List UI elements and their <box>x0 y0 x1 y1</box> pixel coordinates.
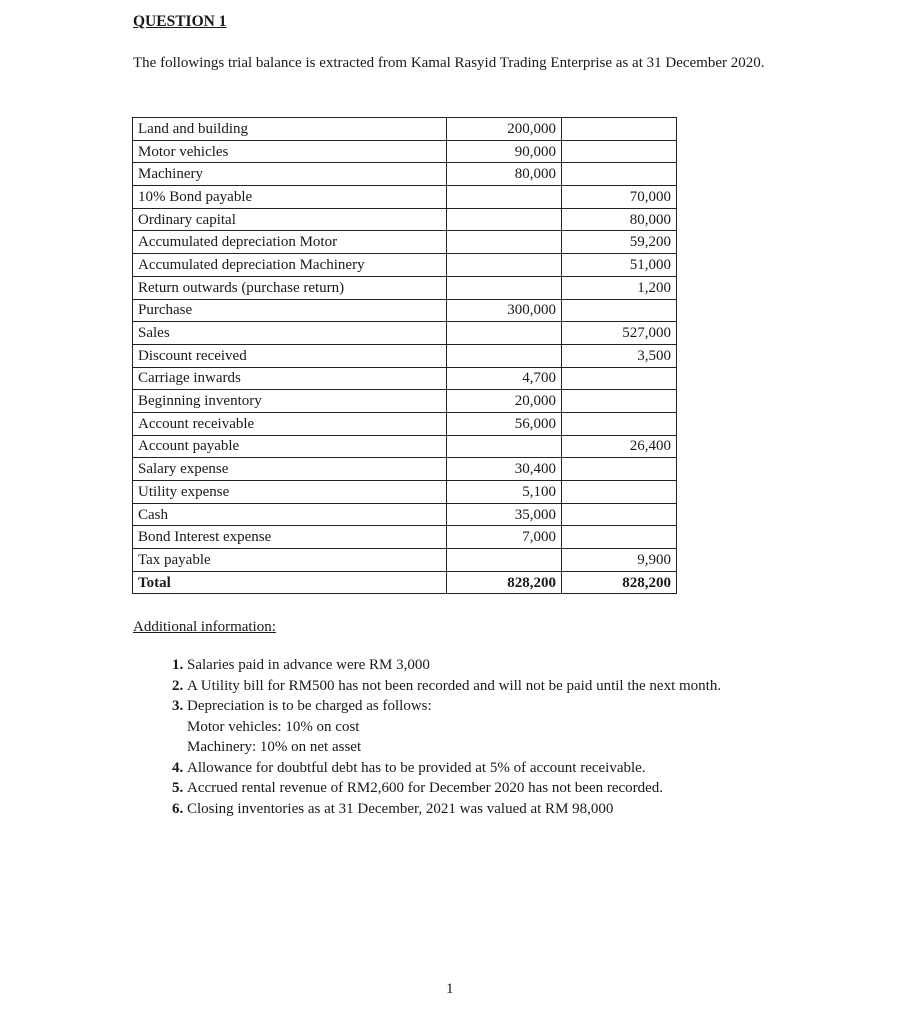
table-row <box>133 140 677 163</box>
debit-amount: 80,000 <box>447 163 562 186</box>
additional-info-list <box>160 655 797 819</box>
table-row <box>133 367 677 390</box>
table-row <box>133 163 677 186</box>
debit-amount: 7,000 <box>447 526 562 549</box>
debit-amount: 30,400 <box>447 458 562 481</box>
account-name: Beginning inventory <box>133 390 447 413</box>
table-row <box>133 412 677 435</box>
credit-amount <box>562 412 677 435</box>
list-item-text: Accrued rental revenue of RM2,600 for December 2020 has not been recorded. <box>187 780 664 796</box>
list-item-text: Depreciation is to be charged as follows: <box>187 698 432 714</box>
credit-amount <box>562 458 677 481</box>
intro-text: The followings trial balance is extracted from Kamal Rasyid Trading Enterprise as at 31 December 2020. <box>133 55 765 71</box>
account-name: Bond Interest expense <box>133 526 447 549</box>
total-row <box>133 571 677 594</box>
credit-amount <box>562 299 677 322</box>
list-item-text: A Utility bill for RM500 has not been recorded and will not be paid until the next month. <box>187 677 722 694</box>
debit-amount <box>447 549 562 572</box>
credit-amount <box>562 367 677 390</box>
credit-amount: 828,200 <box>562 571 677 594</box>
table-row <box>133 254 677 277</box>
trial-balance-table <box>132 117 677 594</box>
table-row <box>133 344 677 367</box>
credit-amount: 80,000 <box>562 208 677 231</box>
list-item <box>187 778 797 799</box>
table-row <box>133 186 677 209</box>
debit-amount <box>447 208 562 231</box>
debit-amount <box>447 254 562 277</box>
credit-amount: 26,400 <box>562 435 677 458</box>
table-row <box>133 390 677 413</box>
debit-amount <box>447 344 562 367</box>
list-subitem: Motor vehicles: 10% on cost <box>187 718 360 735</box>
table-row <box>133 231 677 254</box>
page-number: 1 <box>446 981 454 997</box>
credit-amount <box>562 481 677 504</box>
debit-amount: 90,000 <box>447 140 562 163</box>
table-row <box>133 435 677 458</box>
account-name: Cash <box>133 503 447 526</box>
account-name: Account payable <box>133 435 447 458</box>
debit-amount: 20,000 <box>447 390 562 413</box>
account-name: Machinery <box>133 163 447 186</box>
credit-amount <box>562 503 677 526</box>
list-subitem: Machinery: 10% on net asset <box>187 739 362 755</box>
list-item-text: Closing inventories as at 31 December, 2021 was valued at RM 98,000 <box>187 800 614 817</box>
debit-amount <box>447 322 562 345</box>
debit-amount: 35,000 <box>447 503 562 526</box>
debit-amount: 5,100 <box>447 481 562 504</box>
list-item <box>187 696 797 758</box>
account-name: Land and building <box>133 118 447 141</box>
credit-amount: 59,200 <box>562 231 677 254</box>
list-item <box>187 758 797 779</box>
debit-amount: 300,000 <box>447 299 562 322</box>
credit-amount: 3,500 <box>562 344 677 367</box>
account-name: Utility expense <box>133 481 447 504</box>
table-row <box>133 503 677 526</box>
credit-amount <box>562 140 677 163</box>
credit-amount: 1,200 <box>562 276 677 299</box>
list-item <box>187 676 797 697</box>
table-row <box>133 458 677 481</box>
account-name: Return outwards (purchase return) <box>133 276 447 299</box>
debit-amount <box>447 276 562 299</box>
credit-amount <box>562 163 677 186</box>
table-row <box>133 118 677 141</box>
table-row <box>133 299 677 322</box>
debit-amount: 56,000 <box>447 412 562 435</box>
debit-amount <box>447 231 562 254</box>
debit-amount <box>447 435 562 458</box>
account-name: Salary expense <box>133 458 447 481</box>
account-name: Purchase <box>133 299 447 322</box>
account-name: Ordinary capital <box>133 208 447 231</box>
debit-amount: 4,700 <box>447 367 562 390</box>
table-row <box>133 322 677 345</box>
account-name: Accumulated depreciation Machinery <box>133 254 447 277</box>
list-item <box>187 655 797 676</box>
list-item-text: Allowance for doubtful debt has to be provided at 5% of account receivable. <box>187 759 646 776</box>
credit-amount: 51,000 <box>562 254 677 277</box>
question-title: QUESTION 1 <box>133 13 227 30</box>
table-row <box>133 481 677 504</box>
list-item-text: Salaries paid in advance were RM 3,000 <box>187 657 430 673</box>
credit-amount: 9,900 <box>562 549 677 572</box>
account-name: Tax payable <box>133 549 447 572</box>
account-name: Total <box>133 571 447 594</box>
account-name: Accumulated depreciation Motor <box>133 231 447 254</box>
credit-amount <box>562 390 677 413</box>
debit-amount <box>447 186 562 209</box>
table-row <box>133 526 677 549</box>
account-name: Account receivable <box>133 412 447 435</box>
list-item <box>187 799 797 820</box>
account-name: Discount received <box>133 344 447 367</box>
credit-amount <box>562 526 677 549</box>
credit-amount <box>562 118 677 141</box>
table-row <box>133 208 677 231</box>
table-row <box>133 549 677 572</box>
debit-amount: 828,200 <box>447 571 562 594</box>
account-name: Carriage inwards <box>133 367 447 390</box>
table-row <box>133 276 677 299</box>
account-name: Motor vehicles <box>133 140 447 163</box>
credit-amount: 70,000 <box>562 186 677 209</box>
debit-amount: 200,000 <box>447 118 562 141</box>
additional-info-heading: Additional information: <box>133 619 276 635</box>
account-name: Sales <box>133 322 447 345</box>
account-name: 10% Bond payable <box>133 186 447 209</box>
credit-amount: 527,000 <box>562 322 677 345</box>
